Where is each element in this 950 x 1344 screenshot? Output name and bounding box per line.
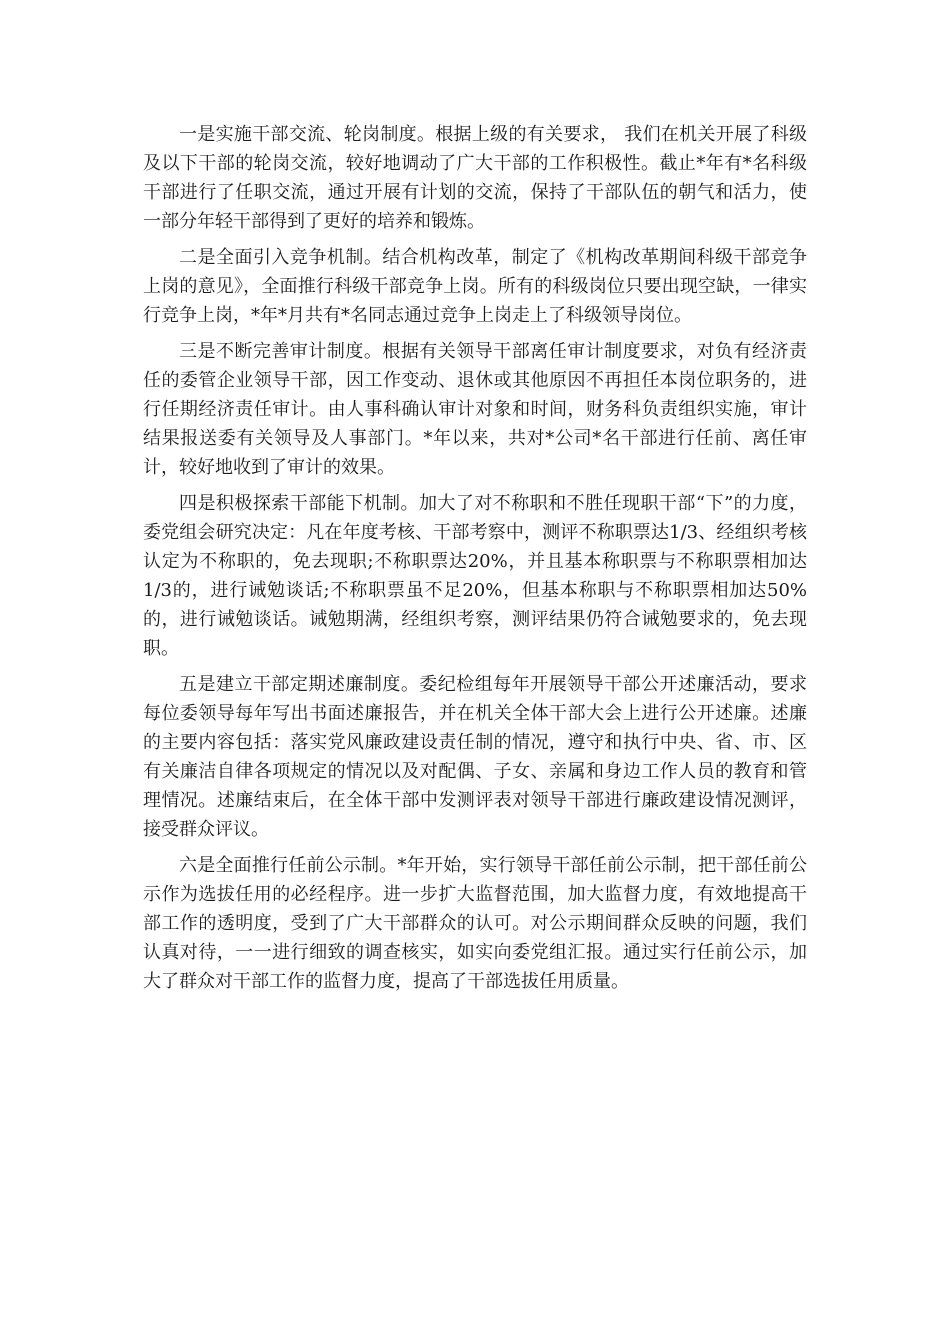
paragraph-2: 二是全面引入竞争机制。结合机构改革，制定了《机构改革期间科级干部竞争上岗的意见》，全面推行科级干部竞争上岗。所有的科级岗位只要出现空缺，一律实行竞争上岗，*年*月共有*名同志通过竞争上岗走上了科级领导岗位。 — [143, 247, 807, 326]
paragraph-3: 三是不断完善审计制度。根据有关领导干部离任审计制度要求，对负有经济责任的委管企业领导干部，因工作变动、退休或其他原因不再担任本岗位职务的，进行任期经济责任审计。由人事科确认审计对象和时间，财务科负责组织实施，审计结果报送委有关领导及人事部门。*年以来，共对*公司*名干部进行任前、离任审计，较好地收到了审计的效果。 — [143, 341, 807, 478]
paragraph-1: 一是实施干部交流、轮岗制度。根据上级的有关要求， 我们在机关开展了科级及以下干部的轮岗交流，较好地调动了广大干部的工作积极性。截止*年有*名科级干部进行了任职交流，通过开展有计划的交流，保持了干部队伍的朝气和活力，使一部分年轻干部得到了更好的培养和锻炼。 — [143, 124, 807, 232]
document-body — [143, 120, 807, 1003]
paragraph-4: 四是积极探索干部能下机制。加大了对不称职和不胜任现职干部“下”的力度，委党组会研究决定：凡在年度考核、干部考察中，测评不称职票达1/3、经组织考核认定为不称职的，免去现职;不称职票达20%，并且基本称职票与不称职票相加达1/3的，进行诫勉谈话;不称职票虽不足20%，但基本称职与不称职票相加达50%的，进行诫勉谈话。诫勉期满，经组织考察，测评结果仍符合诫勉要求的，免去现职。 — [143, 493, 807, 659]
paragraph-6: 六是全面推行任前公示制。*年开始，实行领导干部任前公示制，把干部任前公示作为选拔任用的必经程序。进一步扩大监督范围，加大监督力度，有效地提高干部工作的透明度，受到了广大干部群众的认可。对公示期间群众反映的问题，我们认真对待，一一进行细致的调查核实，如实向委党组汇报。通过实行任前公示，加大了群众对干部工作的监督力度，提高了干部选拔任用质量。 — [143, 855, 807, 992]
paragraph-5: 五是建立干部定期述廉制度。委纪检组每年开展领导干部公开述廉活动，要求每位委领导每年写出书面述廉报告，并在机关全体干部大会上进行公开述廉。述廉的主要内容包括：落实党风廉政建设责任制的情况，遵守和执行中央、省、市、区有关廉洁自律各项规定的情况以及对配偶、子女、亲属和身边工作人员的教育和管理情况。述廉结束后，在全体干部中发测评表对领导干部进行廉政建设情况测评，接受群众评议。 — [143, 674, 807, 840]
